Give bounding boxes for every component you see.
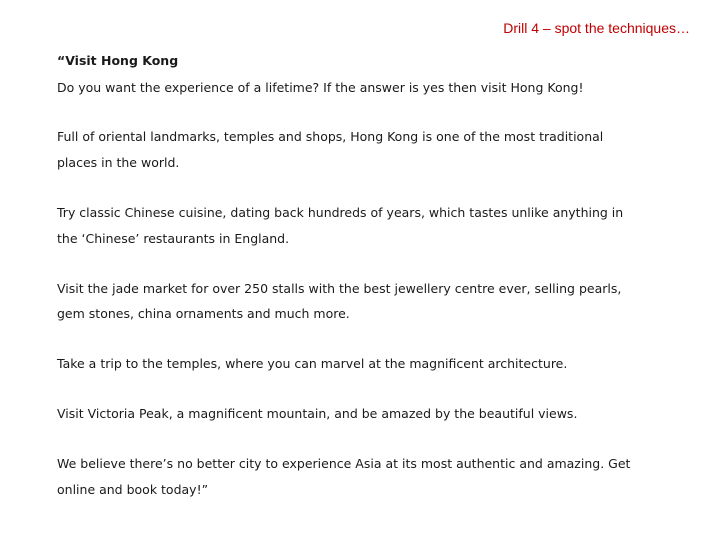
paragraph-closing-line-1: We believe there’s no better city to experience Asia at its most authentic and amazing. Get [57, 456, 631, 471]
paragraph-temples: Take a trip to the temples, where you can marvel at the magnificent architecture. [57, 356, 568, 371]
paragraph-victoria-peak: Visit Victoria Peak, a magnificent mountain, and be amazed by the beautiful views. [57, 406, 578, 421]
paragraph-cuisine-line-1: Try classic Chinese cuisine, dating back hundreds of years, which tastes unlike anything in [57, 205, 624, 220]
slide-title: Drill 4 – spot the techniques… [503, 20, 690, 36]
paragraph-closing-line-2: online and book today!” [57, 482, 209, 497]
advert-heading: “Visit Hong Kong [57, 53, 179, 68]
paragraph-jade-market-line-2: gem stones, china ornaments and much more. [57, 306, 350, 321]
paragraph-landmarks-line-2: places in the world. [57, 155, 180, 170]
paragraph-cuisine-line-2: the ‘Chinese’ restaurants in England. [57, 231, 290, 246]
paragraph-intro: Do you want the experience of a lifetime? If the answer is yes then visit Hong Kong! [57, 80, 584, 95]
paragraph-landmarks-line-1: Full of oriental landmarks, temples and shops, Hong Kong is one of the most traditional [57, 129, 604, 144]
paragraph-jade-market-line-1: Visit the jade market for over 250 stalls with the best jewellery centre ever, selling pearls, [57, 281, 622, 296]
